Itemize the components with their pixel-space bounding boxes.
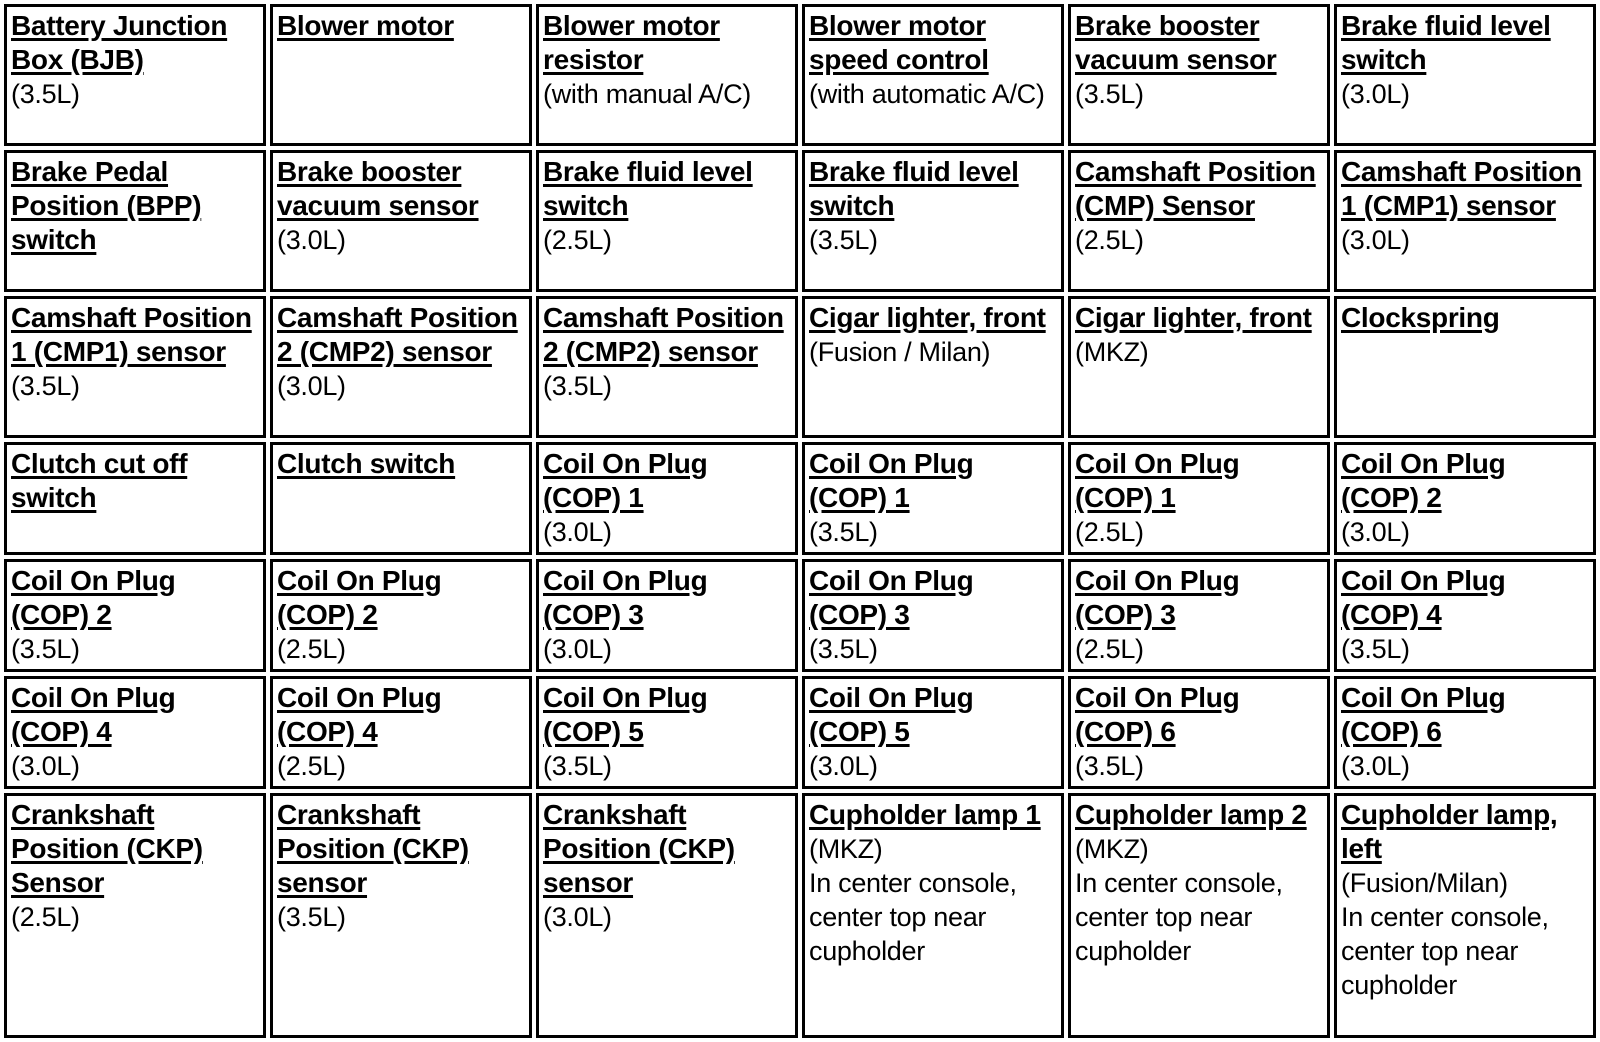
component-link[interactable]: Coil On Plug (COP) 4: [1341, 565, 1506, 631]
component-link[interactable]: Camshaft Position 2 (CMP2) sensor: [277, 302, 518, 368]
table-row: [4, 150, 1596, 292]
table-row: [4, 442, 1596, 555]
table-cell: [4, 559, 266, 672]
table-cell: [1334, 442, 1596, 555]
component-link[interactable]: Brake fluid level switch: [1341, 10, 1551, 75]
table-row: [4, 559, 1596, 672]
table-cell: [802, 4, 1064, 146]
component-link[interactable]: Crankshaft Position (CKP) sensor: [277, 799, 469, 899]
component-detail: (2.5L): [277, 751, 346, 782]
component-detail: (3.5L): [543, 751, 612, 782]
table-row: [4, 676, 1596, 789]
component-link[interactable]: Cigar lighter, front: [1075, 302, 1312, 334]
table-cell: [536, 676, 798, 789]
component-detail: (with automatic A/C): [809, 79, 1045, 109]
table-cell: [536, 4, 798, 146]
component-link[interactable]: Coil On Plug (COP) 1: [543, 448, 708, 514]
table-cell: [270, 442, 532, 555]
component-detail: (3.5L): [809, 634, 878, 665]
component-detail: (3.0L): [11, 751, 80, 782]
component-detail: (2.5L): [1075, 517, 1144, 548]
component-link[interactable]: Brake booster vacuum sensor: [1075, 10, 1277, 75]
component-detail: (3.0L): [543, 902, 612, 933]
table-cell: [802, 442, 1064, 555]
table-cell: [1334, 676, 1596, 789]
component-link[interactable]: Coil On Plug (COP) 1: [809, 448, 974, 514]
table-cell: [270, 296, 532, 438]
component-detail: (3.5L): [809, 517, 878, 548]
component-detail: (3.0L): [543, 634, 612, 665]
component-detail: (3.5L): [11, 371, 80, 402]
component-link[interactable]: Cupholder lamp 2: [1075, 799, 1307, 831]
component-link[interactable]: Coil On Plug (COP) 2: [1341, 448, 1506, 514]
table-cell: [270, 4, 532, 146]
component-link[interactable]: Crankshaft Position (CKP) sensor: [543, 799, 735, 899]
table-cell: [536, 442, 798, 555]
component-link[interactable]: Coil On Plug (COP) 3: [809, 565, 974, 631]
component-detail: (2.5L): [277, 634, 346, 665]
table-cell: [1334, 793, 1596, 1038]
component-link[interactable]: Coil On Plug (COP) 5: [543, 682, 708, 748]
table-cell: [4, 4, 266, 146]
component-link[interactable]: Brake fluid level switch: [543, 156, 753, 222]
table-row: [4, 793, 1596, 1038]
component-link[interactable]: Camshaft Position (CMP) Sensor: [1075, 156, 1316, 222]
table-cell: [1068, 793, 1330, 1038]
component-link[interactable]: Coil On Plug (COP) 3: [1075, 565, 1240, 631]
component-detail: (3.0L): [1341, 751, 1410, 782]
table-cell: [1068, 4, 1330, 146]
component-link[interactable]: Blower motor speed control: [809, 10, 989, 75]
table-cell: [4, 793, 266, 1038]
component-link[interactable]: Brake Pedal Position (BPP) switch: [11, 156, 202, 256]
component-link[interactable]: Cupholder lamp, left: [1341, 799, 1558, 865]
component-detail: (2.5L): [1075, 225, 1144, 256]
component-detail: (3.5L): [1075, 751, 1144, 782]
table-cell: [536, 793, 798, 1038]
component-link[interactable]: Coil On Plug (COP) 2: [11, 565, 176, 631]
component-detail: (3.5L): [1341, 634, 1410, 665]
component-detail: (3.5L): [11, 79, 80, 109]
component-link[interactable]: Coil On Plug (COP) 6: [1075, 682, 1240, 748]
table-cell: [1068, 676, 1330, 789]
component-detail: (3.5L): [277, 902, 346, 933]
component-detail: (3.0L): [1341, 225, 1410, 256]
table-cell: [270, 793, 532, 1038]
table-cell: [802, 296, 1064, 438]
table-row: [4, 296, 1596, 438]
table-cell: [1334, 296, 1596, 438]
component-link[interactable]: Crankshaft Position (CKP) Sensor: [11, 799, 203, 899]
table-cell: [270, 150, 532, 292]
table-cell: [536, 559, 798, 672]
component-detail: (3.0L): [1341, 517, 1410, 548]
component-link[interactable]: Coil On Plug (COP) 2: [277, 565, 442, 631]
table-row: [4, 4, 1596, 146]
table-cell: [4, 150, 266, 292]
table-cell: [1334, 150, 1596, 292]
component-detail: (with manual A/C): [543, 79, 751, 109]
table-cell: [536, 296, 798, 438]
table-cell: [4, 442, 266, 555]
component-detail: (MKZ) In center console, center top near cupholder: [1075, 834, 1283, 967]
component-link[interactable]: Coil On Plug (COP) 3: [543, 565, 708, 631]
component-detail: (2.5L): [11, 902, 80, 933]
component-link[interactable]: Clockspring: [1341, 302, 1500, 334]
table-cell: [270, 676, 532, 789]
table-cell: [4, 676, 266, 789]
component-detail: (3.0L): [1341, 79, 1410, 109]
component-detail: (3.0L): [809, 751, 878, 782]
component-link[interactable]: Camshaft Position 2 (CMP2) sensor: [543, 302, 784, 368]
table-cell: [802, 676, 1064, 789]
component-detail: (3.0L): [277, 371, 346, 402]
table-cell: [1068, 150, 1330, 292]
table-cell: [802, 559, 1064, 672]
component-link[interactable]: Brake fluid level switch: [809, 156, 1019, 222]
table-cell: [1334, 4, 1596, 146]
component-detail: (3.0L): [277, 225, 346, 256]
component-detail: (3.0L): [543, 517, 612, 548]
component-detail: (3.5L): [11, 634, 80, 665]
component-detail: (3.5L): [543, 371, 612, 402]
table-cell: [802, 150, 1064, 292]
component-link[interactable]: Camshaft Position 1 (CMP1) sensor: [11, 302, 252, 368]
component-detail: (3.5L): [1075, 79, 1144, 109]
table-cell: [270, 559, 532, 672]
component-detail: (MKZ): [1075, 337, 1149, 368]
component-link[interactable]: Brake booster vacuum sensor: [277, 156, 479, 222]
table-cell: [802, 793, 1064, 1038]
table-cell: [1334, 559, 1596, 672]
component-link[interactable]: Coil On Plug (COP) 4: [277, 682, 442, 748]
component-link[interactable]: Cigar lighter, front: [809, 302, 1046, 334]
table-cell: [4, 296, 266, 438]
component-link[interactable]: Blower motor: [277, 10, 454, 41]
component-link[interactable]: Clutch cut off switch: [11, 448, 188, 514]
component-link[interactable]: Coil On Plug (COP) 5: [809, 682, 974, 748]
component-detail: (2.5L): [1075, 634, 1144, 665]
table-cell: [1068, 442, 1330, 555]
component-link[interactable]: Coil On Plug (COP) 1: [1075, 448, 1240, 514]
table-cell: [1068, 296, 1330, 438]
table-cell: [536, 150, 798, 292]
component-link[interactable]: Clutch switch: [277, 448, 456, 480]
component-link[interactable]: Blower motor resistor: [543, 10, 720, 75]
component-link[interactable]: Coil On Plug (COP) 4: [11, 682, 176, 748]
component-link[interactable]: Camshaft Position 1 (CMP1) sensor: [1341, 156, 1582, 222]
component-link[interactable]: Coil On Plug (COP) 6: [1341, 682, 1506, 748]
component-link[interactable]: Battery Junction Box (BJB): [11, 10, 228, 75]
component-detail: (MKZ) In center console, center top near cupholder: [809, 834, 1017, 967]
component-detail: (3.5L): [809, 225, 878, 256]
component-detail: (2.5L): [543, 225, 612, 256]
table-cell: [1068, 559, 1330, 672]
component-detail: (Fusion/Milan) In center console, center top near cupholder: [1341, 868, 1549, 1001]
component-link[interactable]: Cupholder lamp 1: [809, 799, 1041, 831]
component-detail: (Fusion / Milan): [809, 337, 991, 368]
